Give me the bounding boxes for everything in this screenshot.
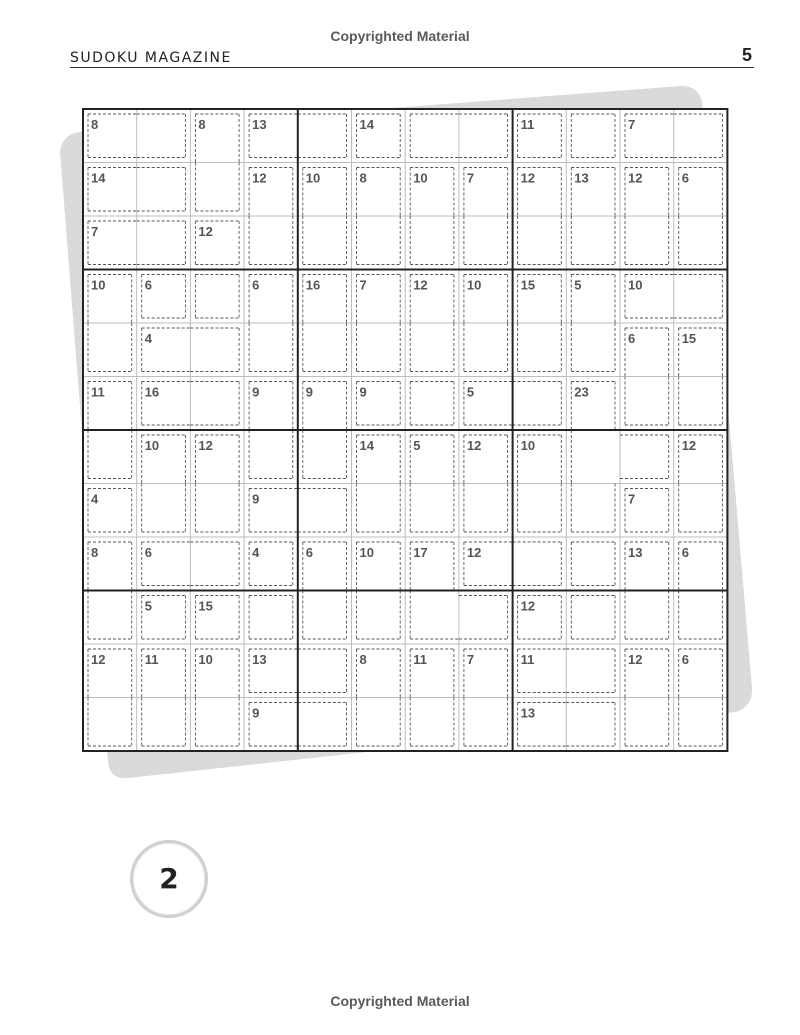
cage-sum: 11 bbox=[91, 384, 105, 400]
puzzle-number: 2 bbox=[159, 862, 179, 895]
puzzle-number-badge bbox=[130, 840, 208, 918]
cage-sum: 7 bbox=[359, 277, 367, 293]
cage-sum: 4 bbox=[144, 331, 152, 346]
cage-sum: 6 bbox=[305, 545, 314, 560]
cage-sum: 11 bbox=[413, 652, 427, 667]
cage-sum: 9 bbox=[305, 384, 314, 400]
cage-sum: 11 bbox=[520, 117, 535, 132]
cage-sum: 6 bbox=[681, 652, 689, 667]
magazine-title: SUDOKU MAGAZINE bbox=[70, 50, 232, 66]
cage-sum: 12 bbox=[466, 438, 482, 453]
cage-sum: 6 bbox=[144, 545, 152, 560]
cage-sum: 7 bbox=[466, 170, 475, 186]
cage-sum: 4 bbox=[252, 545, 260, 560]
cage-sum: 15 bbox=[198, 598, 213, 614]
cage-sum: 10 bbox=[198, 652, 213, 667]
cage-sum: 12 bbox=[413, 277, 428, 293]
cage-sum: 8 bbox=[91, 117, 99, 132]
cage-sum: 10 bbox=[144, 438, 160, 453]
cage-sum: 12 bbox=[252, 170, 267, 186]
cage-sum: 7 bbox=[628, 491, 636, 507]
cage-sum: 13 bbox=[520, 705, 536, 721]
cage-sum: 12 bbox=[91, 652, 106, 667]
cage-sum: 10 bbox=[91, 277, 106, 293]
cage-sum: 12 bbox=[628, 170, 643, 186]
cage-sum: 12 bbox=[628, 652, 643, 667]
cage-sum: 6 bbox=[681, 545, 689, 560]
copyright-top: Copyrighted Material bbox=[330, 28, 470, 44]
cage-sum: 23 bbox=[574, 384, 589, 400]
cage-sum: 5 bbox=[144, 598, 152, 614]
cage-sum: 12 bbox=[520, 598, 536, 614]
cage-sum: 9 bbox=[359, 384, 367, 400]
cage-sum: 10 bbox=[359, 545, 374, 560]
cage-sum: 8 bbox=[359, 652, 367, 667]
cage-sum: 11 bbox=[520, 652, 535, 667]
cage-sum: 8 bbox=[359, 170, 367, 186]
cage-sum: 7 bbox=[628, 117, 636, 132]
cage-sum: 12 bbox=[466, 545, 482, 560]
cage-sum: 12 bbox=[198, 438, 213, 453]
cage-sum: 14 bbox=[91, 170, 106, 186]
cage-sum: 10 bbox=[628, 277, 643, 293]
cage-sum: 14 bbox=[359, 438, 374, 453]
cage-sum: 6 bbox=[681, 170, 689, 186]
cage-sum: 8 bbox=[91, 545, 99, 560]
cage-sum: 9 bbox=[252, 491, 260, 507]
cage-sum: 16 bbox=[305, 277, 321, 293]
cage-sum: 6 bbox=[252, 277, 260, 293]
cage-sum: 9 bbox=[252, 705, 260, 721]
cage-sum: 10 bbox=[305, 170, 321, 186]
copyright-bottom: Copyrighted Material bbox=[330, 993, 470, 1009]
cage-sum: 5 bbox=[413, 438, 421, 453]
cage-sum: 4 bbox=[91, 491, 99, 507]
cage-sum: 14 bbox=[359, 117, 374, 132]
cage-sum: 13 bbox=[628, 545, 643, 560]
cage-sum: 5 bbox=[466, 384, 475, 400]
cage-sum: 12 bbox=[520, 170, 536, 186]
cage-sum: 10 bbox=[413, 170, 428, 186]
cage-sum: 15 bbox=[520, 277, 536, 293]
cage-sum: 9 bbox=[252, 384, 260, 400]
cage-sum: 15 bbox=[681, 331, 697, 346]
cage-sum: 12 bbox=[681, 438, 697, 453]
cage-sum: 16 bbox=[144, 384, 160, 400]
cage-sum: 7 bbox=[466, 652, 475, 667]
cage-sum: 13 bbox=[574, 170, 589, 186]
cage-sum: 8 bbox=[198, 117, 206, 132]
cage-sum: 11 bbox=[144, 652, 159, 667]
page-number: 5 bbox=[742, 45, 753, 65]
cage-sum: 17 bbox=[413, 545, 428, 560]
cage-sum: 7 bbox=[91, 224, 99, 239]
cage-sum: 13 bbox=[252, 117, 267, 132]
cage-sum: 13 bbox=[252, 652, 267, 667]
cage-sum: 12 bbox=[198, 224, 213, 239]
cage-sum: 6 bbox=[144, 277, 152, 293]
cage-sum: 10 bbox=[466, 277, 482, 293]
cage-sum: 10 bbox=[520, 438, 536, 453]
cage-sum: 6 bbox=[628, 331, 636, 346]
cage-sum: 5 bbox=[574, 277, 582, 293]
